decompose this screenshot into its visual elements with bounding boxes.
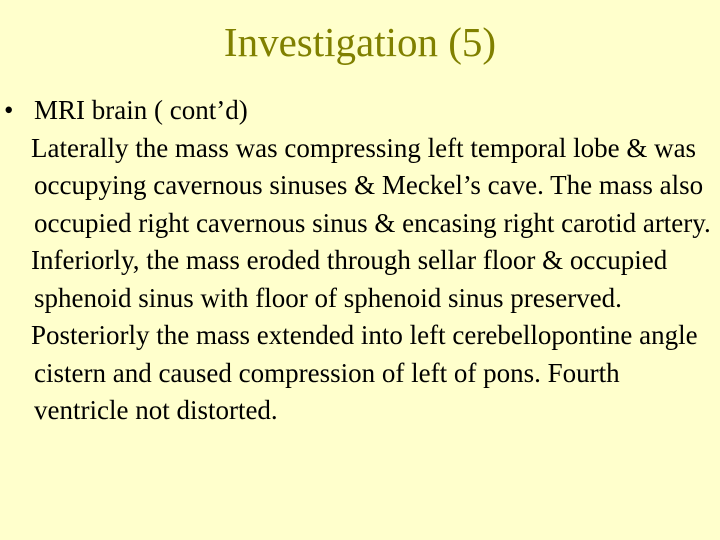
slide-title: Investigation (5) (223, 19, 497, 65)
bullet-heading: MRI brain ( cont’d) (34, 95, 248, 125)
bullet-marker: • (4, 95, 14, 125)
paragraph-inferior: Inferiorly, the mass eroded through sellar floor & occupied sphenoid sinus with floor of sphenoid sinus preserved. (31, 245, 668, 313)
paragraph-lateral: Laterally the mass was compressing left temporal lobe & was occupying cavernous sinuses & Meckel’s cave. The mass also occupied right cavernous sinus & encasing right carotid artery. (31, 132, 711, 238)
bullet-item (0, 92, 720, 130)
paragraph-posterior: Posteriorly the mass extended into left cerebellopontine angle cistern and caused compression of left of pons. Fourth ventricle not distorted. (31, 320, 698, 425)
slide-body (0, 92, 720, 430)
